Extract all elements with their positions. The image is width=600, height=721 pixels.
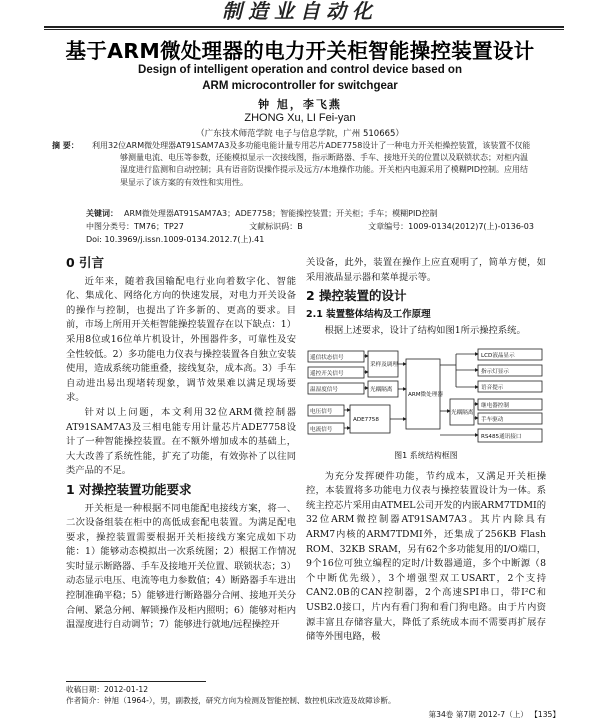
keywords-text: ARM微处理器AT91SAM7A3；ADE7758；智能操控装置；开关柜；手车；模糊PID控制: [124, 209, 438, 218]
fig-label: 温湿度信号: [310, 386, 338, 393]
title-english: [40, 62, 560, 94]
paragraph: 关设备，此外，装置在操作上应直观明了，简单方便，如采用液晶显示器和菜单提示等。: [306, 257, 546, 283]
doi: Doi: 10.3969/j.issn.1009-0134.2012.7(上).41: [86, 235, 265, 244]
fig-label: 光耦隔离: [451, 409, 474, 416]
fig-label: 采样及调理: [370, 361, 398, 368]
fig-label: 电压信号: [310, 408, 333, 415]
fig-label: ARM微处理器: [408, 391, 443, 398]
article-number: 文章编号：1009-0134(2012)7(上)-0136-03: [368, 222, 534, 231]
abstract: 摘 要： 利用32位ARM微处理器AT91SAM7A3及多功能电能计量专用芯片ADE7758设计了一种电力开关柜操控装置，该装置不仅能够测量电流、电压等参数，还能模拟显示一次接线图，指示断路器、手车、接地开关的位置以及联锁状态；对柜内温湿度进行监测和自动控制；具有语音防误操作提示及远方/本地操作功能。开关柜内电源采用了模糊PID控制。应用结果显示了该方案的有效性和实用性。: [52, 141, 531, 187]
fig-label: 指示灯显示: [481, 368, 509, 375]
title-english-line-1: Design of intelligent operation and control device based on: [138, 64, 462, 76]
right-column: [306, 256, 546, 645]
figure-1-caption: 图1 系统结构框图: [394, 450, 458, 460]
section-1-heading: 1 对操控装置功能要求: [66, 481, 192, 497]
footnote-rule: [66, 681, 206, 682]
left-column: [66, 252, 296, 633]
figure-1-block-diagram: [306, 347, 546, 447]
section-2-1-heading: 2.1 装置整体结构及工作原理: [306, 308, 431, 320]
keywords: [86, 208, 534, 220]
title-chinese: 基于ARM微处理器的电力开关柜智能操控装置设计: [65, 39, 535, 63]
clc-number: 中图分类号：TM76；TP27: [86, 222, 184, 231]
block-diagram-svg: [306, 347, 546, 447]
authors-english: ZHONG Xu, LI Fei-yan: [244, 112, 356, 124]
paragraph: 开关柜是一种根据不同电能配电接线方案，将一、二次设备组装在柜中的高低成套配电装置。为满足配电要求，操控装置需要根据开关柜接线方案完成如下功能：1）能够动态模拟出一次系统图；2）根据工作情况实时显示断路器、手车及接地开关位置、联锁状态；3）动态显示电压、电流等电力参数值；4）断路器手车进出控制准确平稳；5）能够进行断路器分合闸、接地开关分合闸、紧急分闸、解锁操作及柜内照明；6）能够对柜内温湿度进行自动调节；7）能够进行就地/远程操控开: [66, 502, 296, 631]
fig-label: 遥控开关信号: [310, 370, 344, 377]
classification-row: [86, 221, 534, 232]
fig-label: 光耦隔离: [370, 386, 393, 393]
paragraph: 近年来，随着我国输配电行业向着数字化、智能化、集成化、网络化方向的快速发展，对电力开关设备的操作与控制，也提出了许多新的、更高的要求。目前，市场上所用开关柜智能操控装置存在以下缺点：1）采用8位或16位单片机设计，外围器件多，可靠性及安全性较低。2）多功能电力仪表与操控装置各自独立安装使用，造成系统功能重叠，接线复杂，成本高。3）手车自动进出易出现堵转现象，调节效果难以满足现场要求。: [66, 275, 296, 404]
fig-label: 继电器控制: [481, 402, 509, 409]
abstract-text: 利用32位ARM微处理器AT91SAM7A3及多功能电能计量专用芯片ADE7758设计了一种电力开关柜操控装置，该装置不仅能够测量电流、电压等参数，还能模拟显示一次接线图，指示断路器、手车、接地开关的位置以及联锁状态；对柜内温湿度进行监测和自动控制；具有语音防误操作提示及远方/本地操作功能。开关柜内电源采用了模糊PID控制。应用结果显示了该方案的有效性和实用性。: [92, 141, 531, 187]
section-0-heading: 0 引言: [66, 255, 105, 270]
fig-label: LCD液晶显示: [481, 352, 515, 359]
authors-chinese: 钟 旭，李飞燕: [258, 98, 342, 111]
header-rule: [44, 26, 564, 28]
fig-label: ADE7758: [353, 416, 379, 423]
footnote-author-bio: 作者简介：钟旭（1964-），男，副教授，研究方向为检测及智能控制、数控机床改造及故障诊断。: [66, 696, 396, 705]
paragraph: 为充分发挥硬件功能，节约成本，又满足开关柜操控，本装置将多功能电力仪表与操控装置设计为一体。系统主控芯片采用由ATMEL公司开发的内嵌ARM7TDMI的32位ARM微控制器AT91SAM7A3。其片内除具有ARM7内核的ARM7TDMI外，还集成了256KB Flash ROM、32KB SRAM，另有62个多功能复用的I/O端口，9个16位可独立编程的定时/计数器通道，多个中断源（8个中断优先级），3个增强型双工USART，2个支持CAN2.0B的CAN控制器，2个高速SPI串口，带I²C和USB2.0接口，片内有看门狗和看门狗电路。由于片内资源丰富且存储容量大，降低了系统成本而不需要再扩展存储等外围电路，极: [306, 470, 546, 643]
fig-label: RS485通讯接口: [481, 433, 522, 440]
section-2-heading: 2 操控装置的设计: [306, 288, 407, 304]
journal-masthead: 制造业自动化: [222, 0, 378, 23]
keywords-label: 关键词：: [86, 209, 118, 218]
document-code: 文献标识码：B: [249, 222, 303, 231]
affiliation: （广东技术师范学院 电子与信息学院，广州 510665）: [196, 129, 404, 139]
fig-label: 遥信状态信号: [310, 354, 344, 361]
header-rule-thin: [44, 29, 564, 30]
footnote-received: 收稿日期：2012-01-12: [66, 685, 149, 694]
paragraph: 根据上述要求，设计了结构如图1所示操控系统。: [324, 325, 526, 337]
fig-label: 电流信号: [310, 426, 333, 433]
fig-label: 手车驱动: [481, 416, 504, 423]
fig-label: 语音提示: [481, 384, 504, 391]
page-footer: 第34卷 第7期 2012-7（上） 【135】: [428, 710, 560, 719]
title-english-line-2: ARM microcontroller for switchgear: [202, 80, 398, 92]
paragraph: 针对以上问题，本文利用32位ARM微控制器AT91SAM7A3及三相电能专用计量芯片ADE7758设计了一种智能操控装置。在不额外增加成本的基础上，大大改善了系统性能，扩充了功能，有效弥补了以往同类产品的不足。: [66, 406, 296, 477]
